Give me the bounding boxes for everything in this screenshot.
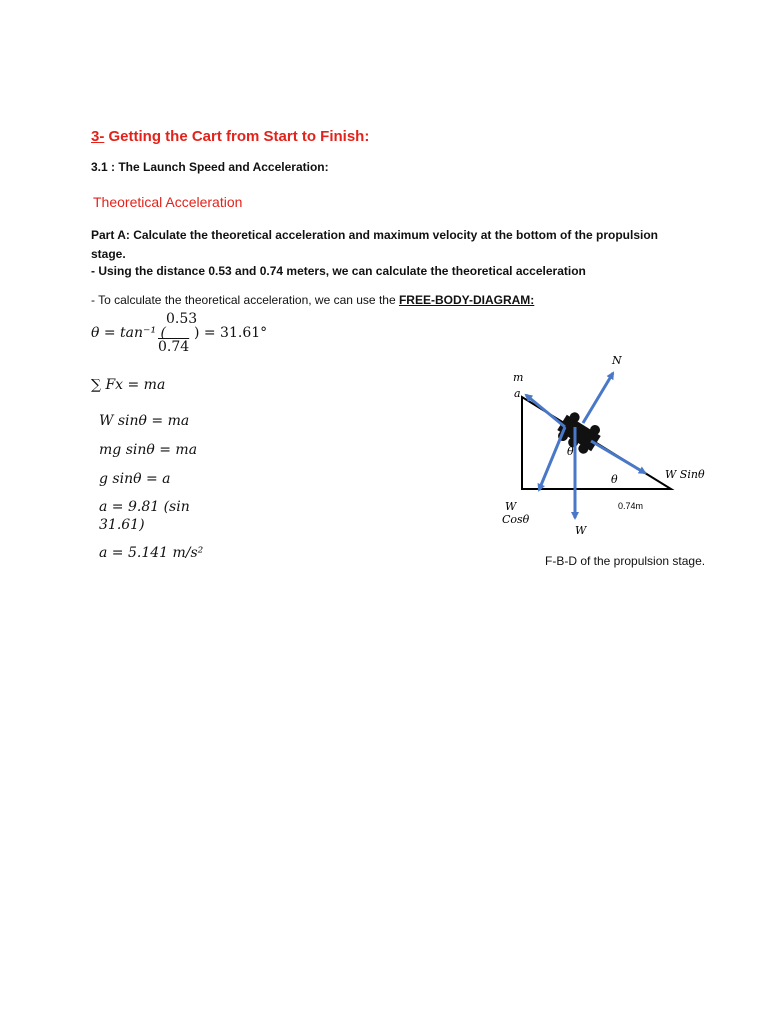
label-theta-bottom: θ <box>611 473 618 486</box>
theta-numerator: 0.53 <box>166 311 198 327</box>
diagram-caption: F-B-D of the propulsion stage. <box>545 554 706 568</box>
equation-sum-fx: ∑ Fx = ma <box>91 377 166 393</box>
free-body-diagram <box>495 345 725 537</box>
label-normal: N <box>612 354 622 367</box>
theta-lhs: θ = tan⁻¹ ( <box>91 325 166 341</box>
equation-w-sin: W sinθ = ma <box>99 413 190 429</box>
equation-a-result: a = 5.141 m/s² <box>99 545 204 561</box>
equation-mg-sin: mg sinθ = ma <box>99 442 198 458</box>
equation-a-substitute-cont: 31.61) <box>99 517 145 533</box>
label-w-sin: W Sinθ <box>665 468 705 481</box>
w-sin-arrow <box>591 441 645 473</box>
section-heading <box>91 128 369 145</box>
subsection-heading: 3.1 : The Launch Speed and Acceleration: <box>91 160 329 174</box>
part-a-question: Part A: Calculate the theoretical acceleration and maximum velocity at the bottom of the propulsion stage. <box>91 228 658 261</box>
label-w-cos-2: Cosθ <box>502 513 530 526</box>
label-w-cos-1: W <box>505 500 517 513</box>
label-base-length: 0.74m <box>618 501 644 511</box>
fbd-intro <box>91 293 534 307</box>
label-w: W <box>575 524 587 537</box>
section-number: 3- <box>91 128 105 145</box>
ma-arrow <box>526 395 565 427</box>
distance-note: - Using the distance 0.53 and 0.74 meters, we can calculate the theoretical acceleration <box>91 264 586 278</box>
label-m: m <box>513 371 524 384</box>
theta-rhs: ) = 31.61° <box>193 325 268 341</box>
equation-g-sin: g sinθ = a <box>99 471 171 487</box>
equation-a-substitute: a = 9.81 (sin <box>99 499 190 515</box>
label-a: a <box>514 387 521 400</box>
normal-arrow <box>583 373 613 423</box>
subheading-theoretical-acceleration: Theoretical Acceleration <box>93 194 243 210</box>
theta-denominator: 0.74 <box>158 339 190 355</box>
w-cos-arrow <box>539 427 565 490</box>
fbd-intro-text: - To calculate the theoretical acceleration, we can use the <box>91 293 399 307</box>
label-theta-top: θ <box>567 445 574 458</box>
fbd-link-text: FREE-BODY-DIAGRAM: <box>398 293 535 307</box>
section-title: Getting the Cart from Start to Finish: <box>104 128 370 145</box>
